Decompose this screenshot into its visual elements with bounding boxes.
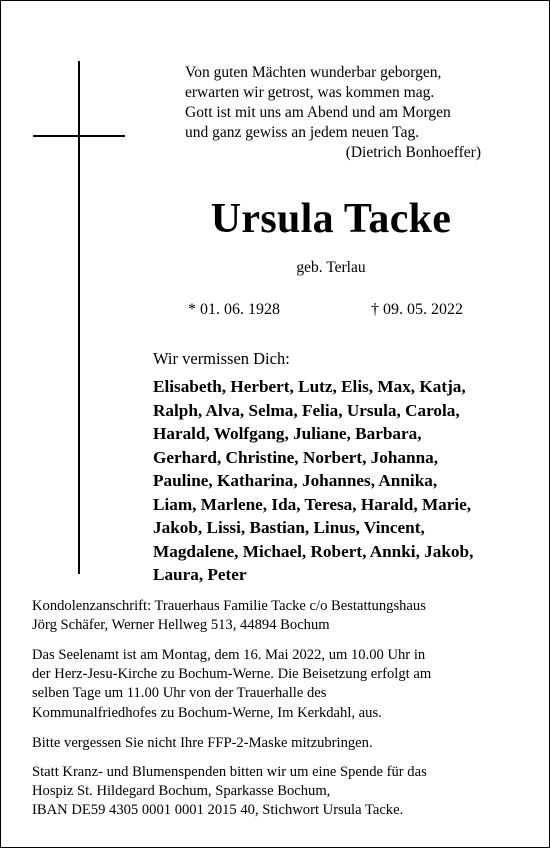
- info-line: Hospiz St. Hildegard Bochum, Sparkasse Bochum,: [32, 783, 331, 800]
- info-line: Kommunalfriedhofes zu Bochum-Werne, Im Kerkdahl, aus.: [32, 704, 382, 721]
- death-date: † 09. 05. 2022: [371, 301, 463, 318]
- info-line: Bitte vergessen Sie nicht Ihre FFP-2-Maske mitzubringen.: [32, 735, 373, 751]
- poem-line: und ganz gewiss an jedem neuen Tag.: [185, 124, 420, 141]
- cross-horizontal-bar: [33, 135, 125, 137]
- poem-line: Gott ist mit uns am Abend und am Morgen: [185, 104, 451, 121]
- mourners-line: Liam, Marlene, Ida, Teresa, Harald, Marie,: [153, 494, 472, 514]
- mourners-line: Elisabeth, Herbert, Lutz, Elis, Max, Katja,: [153, 377, 466, 396]
- info-line: Das Seelenamt ist am Montag, dem 16. Mai 2022, um 10.00 Uhr in: [32, 647, 426, 663]
- poem-block: [185, 63, 495, 163]
- maiden-name: geb. Terlau: [296, 259, 366, 276]
- mourners-list: [153, 375, 548, 587]
- info-line: der Herz-Jesu-Kirche zu Bochum-Werne. Die Beisetzung erfolgt am: [32, 666, 432, 683]
- info-line: Kondolenzanschrift: Trauerhaus Familie Tacke c/o Bestattungshaus: [32, 598, 426, 614]
- poem-line: Von guten Mächten wunderbar geborgen,: [185, 64, 442, 81]
- info-line: selben Tage um 11.00 Uhr von der Trauerhalle des: [32, 685, 327, 702]
- info-line: IBAN DE59 4305 0001 0001 2015 40, Stichwort Ursula Tacke.: [32, 802, 404, 819]
- mourners-line: Laura, Peter: [153, 565, 247, 584]
- mourners-line: Jakob, Lissi, Bastian, Linus, Vincent,: [153, 518, 425, 537]
- condolence-address: [32, 597, 532, 635]
- info-line: Jörg Schäfer, Werner Hellweg 513, 44894 Bochum: [32, 617, 330, 634]
- mourners-line: Magdalene, Michael, Robert, Annki, Jakob,: [153, 541, 474, 561]
- info-line: Statt Kranz- und Blumenspenden bitten wir um eine Spende für das: [32, 764, 427, 780]
- birth-date: * 01. 06. 1928: [188, 301, 280, 318]
- mourners-line: Gerhard, Christine, Norbert, Johanna,: [153, 447, 439, 467]
- mourners-line: Pauline, Katharina, Johannes, Annika,: [153, 471, 438, 490]
- mask-note: [32, 734, 532, 753]
- cross-vertical-bar: [78, 61, 80, 574]
- mourners-heading: Wir vermissen Dich:: [153, 349, 290, 368]
- poem-line: erwarten wir getrost, was kommen mag.: [185, 84, 435, 101]
- service-details: [32, 646, 532, 723]
- poem-author: (Dietrich Bonhoeffer): [345, 144, 481, 161]
- mourners-line: Harald, Wolfgang, Juliane, Barbara,: [153, 424, 422, 443]
- mourners-line: Ralph, Alva, Selma, Felia, Ursula, Carola,: [153, 400, 460, 420]
- deceased-name: Ursula Tacke: [210, 196, 452, 242]
- donation-request: [32, 763, 532, 821]
